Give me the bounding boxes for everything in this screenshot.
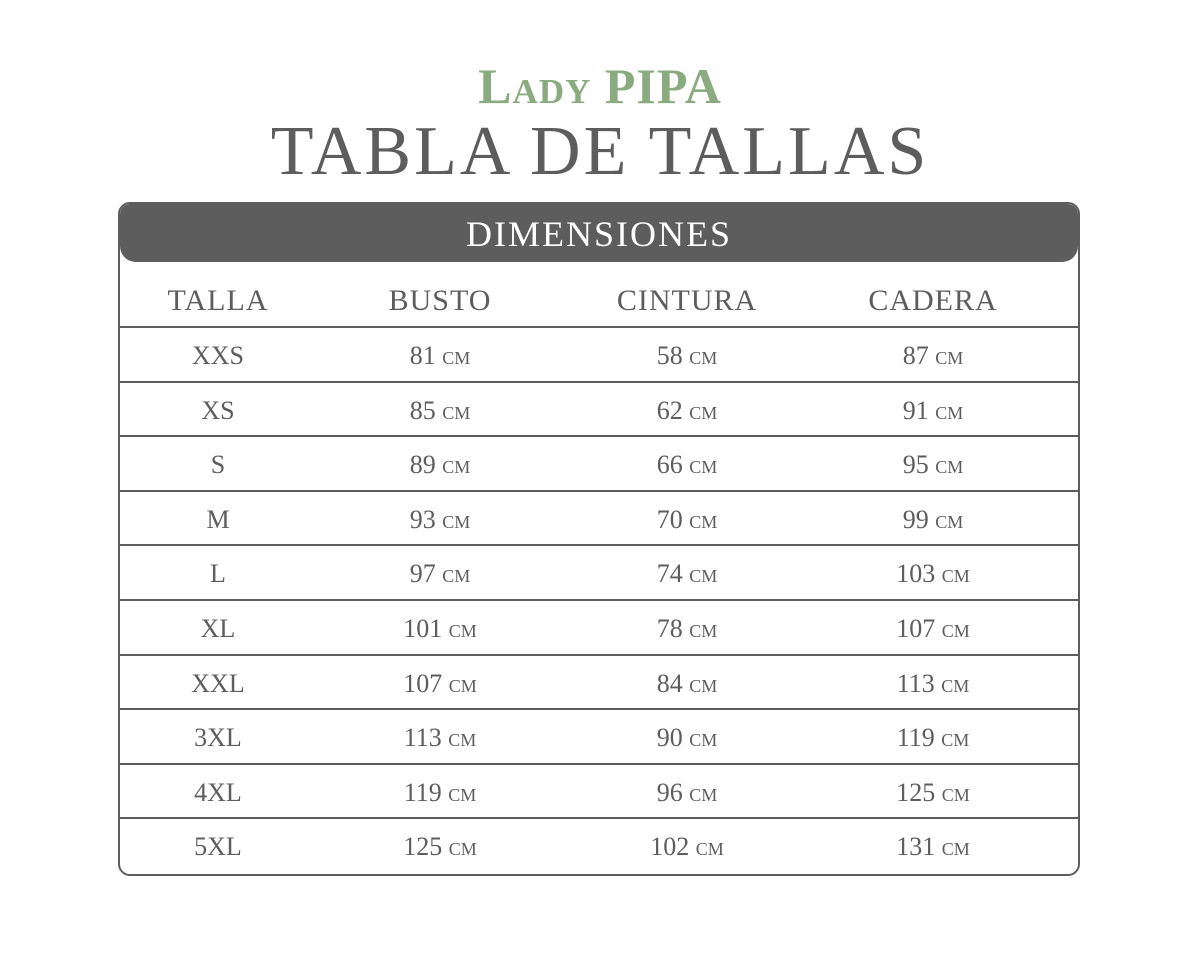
brand-name: Lady PIPA [478,58,722,114]
talla-cell: XS [201,395,235,425]
cintura-cell: 66 cm [656,450,718,480]
table-row [120,819,1078,874]
cintura-cell: 62 cm [656,395,718,425]
cintura-cell: 90 cm [656,723,718,753]
cintura-cell: 70 cm [656,504,718,534]
talla-cell: L [210,559,226,589]
cintura-cell: 84 cm [656,668,718,698]
size-table [118,202,1080,876]
section-header: DIMENSIONES [120,204,1078,262]
busto-cell: 97 cm [409,559,471,589]
table-row [120,492,1078,547]
busto-cell: 81 cm [409,341,471,370]
cintura-cell: 74 cm [656,559,718,589]
busto-cell: 107 cm [403,668,477,698]
column-header-talla: TALLA [167,284,269,317]
column-header-cintura: CINTURA [616,284,758,317]
table-row [120,383,1078,438]
talla-cell: 5XL [194,832,242,862]
cintura-cell: 96 cm [656,777,718,807]
talla-cell: XXL [191,668,245,698]
table-row [120,656,1078,711]
busto-cell: 113 cm [403,723,477,753]
page-title: TABLA DE TALLAS [270,113,930,190]
cadera-cell: 125 cm [896,777,970,807]
cadera-cell: 87 cm [902,341,964,370]
busto-cell: 93 cm [409,504,471,534]
cintura-cell: 58 cm [656,341,718,370]
talla-cell: S [210,450,226,480]
talla-cell: 3XL [194,723,242,753]
cintura-cell: 102 cm [650,832,724,862]
table-row [120,601,1078,656]
busto-cell: 101 cm [403,613,477,643]
cadera-cell: 107 cm [896,613,970,643]
cadera-cell: 119 cm [896,723,970,753]
cadera-cell: 103 cm [896,559,970,589]
column-headers [120,262,1078,328]
cadera-cell: 131 cm [896,832,970,862]
talla-cell: 4XL [194,777,242,807]
cadera-cell: 95 cm [902,450,964,480]
table-row [120,765,1078,820]
busto-cell: 85 cm [409,395,471,425]
cadera-cell: 113 cm [896,668,970,698]
table-row [120,546,1078,601]
cadera-cell: 99 cm [902,504,964,534]
cadera-cell: 91 cm [902,395,964,425]
busto-cell: 119 cm [403,777,477,807]
busto-cell: 89 cm [409,450,471,480]
talla-cell: XXS [191,341,244,370]
talla-cell: XL [200,613,236,643]
column-header-cadera: CADERA [868,284,998,317]
cintura-cell: 78 cm [656,613,718,643]
column-header-busto: BUSTO [388,284,492,317]
talla-cell: M [206,504,230,534]
busto-cell: 125 cm [403,832,477,862]
table-row [120,328,1078,383]
table-row [120,710,1078,765]
table-row [120,437,1078,492]
